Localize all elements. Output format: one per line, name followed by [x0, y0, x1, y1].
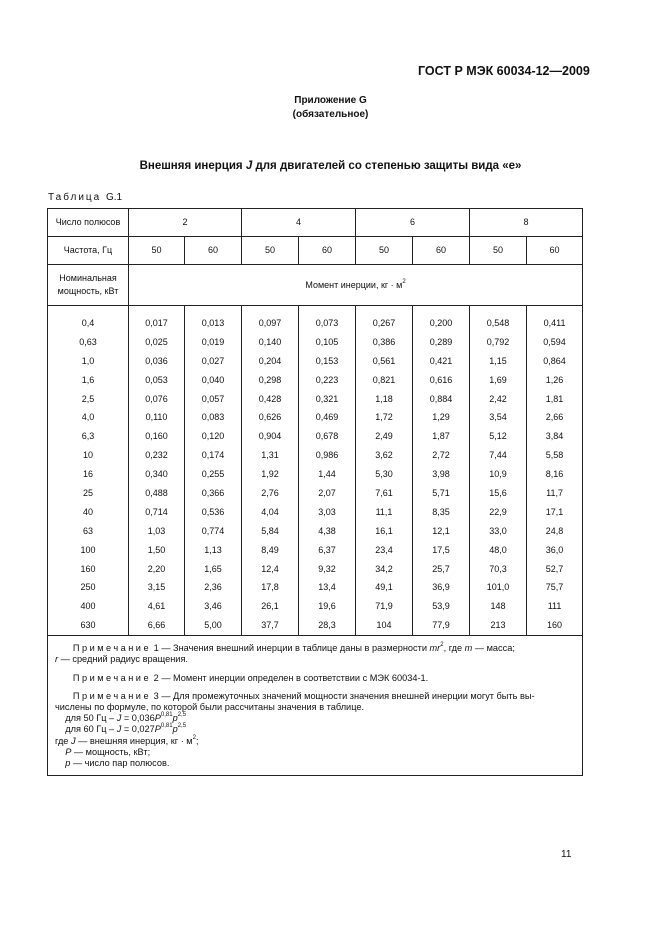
inertia-cell: 0,140: [242, 333, 299, 352]
table-row: [48, 484, 583, 503]
inertia-cell: 0,174: [185, 446, 242, 465]
table-row: [48, 560, 583, 579]
inertia-cell: 0,904: [242, 427, 299, 446]
frequency-value: 50: [356, 237, 413, 265]
formula-60-coef: = 0,027: [121, 724, 155, 735]
inertia-cell: 2,76: [242, 484, 299, 503]
frequency-value: 60: [413, 237, 470, 265]
inertia-cell: 5,00: [185, 616, 242, 635]
inertia-cell: 13,4: [299, 578, 356, 597]
inertia-cell: 213: [470, 616, 527, 635]
inertia-cell: 77,9: [413, 616, 470, 635]
caption-symbol: J: [245, 160, 253, 172]
inertia-cell: 12,1: [413, 522, 470, 541]
inertia-cell: 1,87: [413, 427, 470, 446]
notes-row: [48, 636, 583, 776]
inertia-cell: 3,46: [185, 597, 242, 616]
inertia-cell: 48,0: [470, 541, 527, 560]
power-cell: 1,6: [48, 371, 129, 390]
inertia-cell: 0,548: [470, 306, 527, 333]
inertia-cell: 0,289: [413, 333, 470, 352]
inertia-cell: 0,884: [413, 390, 470, 409]
caption-suffix: для двигателей со степенью защиты вида «е»: [252, 160, 522, 172]
table-row: [48, 522, 583, 541]
where-label: где: [55, 735, 71, 746]
formula-p: p: [172, 713, 178, 724]
table-body: [48, 306, 583, 636]
inertia-cell: 0,821: [356, 371, 413, 390]
power-label-line2: мощность, кВт: [57, 286, 119, 296]
note-1-m: m: [464, 643, 473, 654]
notes-cell: [48, 636, 583, 776]
moment-label-text: Момент инерции, кг · м: [305, 279, 403, 290]
inertia-cell: 0,298: [242, 371, 299, 390]
inertia-cell: 1,13: [185, 541, 242, 560]
power-cell: 250: [48, 578, 129, 597]
note-1-r: r: [55, 654, 59, 665]
frequency-value: 50: [129, 237, 185, 265]
table-row: [48, 465, 583, 484]
power-cell: 10: [48, 446, 129, 465]
table-row: [48, 306, 583, 333]
inertia-cell: 71,9: [356, 597, 413, 616]
note-1-mr-exponent: 2: [440, 642, 444, 649]
inertia-cell: 0,200: [413, 306, 470, 333]
inertia-cell: 7,44: [470, 446, 527, 465]
inertia-cell: 0,421: [413, 352, 470, 371]
note-3-text-a: — Для промежуточных значений мощности значения внешней инерции могут быть вы-: [161, 690, 535, 701]
power-cell: 2,5: [48, 390, 129, 409]
poles-header-row: [48, 209, 583, 237]
table-row: [48, 597, 583, 616]
inertia-cell: 1,72: [356, 408, 413, 427]
poles-value: 6: [356, 209, 470, 237]
note-1-text-d: — средний радиус вращения.: [58, 654, 188, 665]
formula-P-exponent: 0,81: [160, 712, 173, 719]
inertia-cell: 0,678: [299, 427, 356, 446]
inertia-cell: 101,0: [470, 578, 527, 597]
table-row: [48, 408, 583, 427]
inertia-cell: 3,03: [299, 503, 356, 522]
inertia-cell: 25,7: [413, 560, 470, 579]
inertia-cell: 4,38: [299, 522, 356, 541]
def-p-text: — число пар полюсов.: [70, 757, 170, 768]
inertia-cell: 1,03: [129, 522, 185, 541]
appendix-title: Приложение G: [294, 95, 367, 106]
poles-label: Число полюсов: [48, 209, 129, 237]
formula-60-prefix: для 60 Гц –: [65, 724, 117, 735]
inertia-cell: 1,18: [356, 390, 413, 409]
inertia-cell: 5,30: [356, 465, 413, 484]
inertia-cell: 1,50: [129, 541, 185, 560]
inertia-cell: 0,040: [185, 371, 242, 390]
inertia-table: [47, 208, 583, 776]
inertia-cell: 1,44: [299, 465, 356, 484]
inertia-cell: 0,017: [129, 306, 185, 333]
inertia-cell: 0,428: [242, 390, 299, 409]
inertia-cell: 16,1: [356, 522, 413, 541]
formula-J: J: [116, 713, 122, 724]
inertia-cell: 5,84: [242, 522, 299, 541]
frequency-value: 60: [527, 237, 583, 265]
inertia-cell: 0,013: [185, 306, 242, 333]
inertia-cell: 0,057: [185, 390, 242, 409]
inertia-cell: 17,1: [527, 503, 583, 522]
inertia-cell: 2,66: [527, 408, 583, 427]
poles-value: 2: [129, 209, 242, 237]
inertia-cell: 3,15: [129, 578, 185, 597]
moment-label-exponent: 2: [402, 278, 406, 285]
note-3: [55, 691, 576, 769]
inertia-cell: 3,98: [413, 465, 470, 484]
inertia-cell: 160: [527, 616, 583, 635]
power-label-line1: Номинальная: [59, 273, 117, 283]
formula-p-exponent: 2,5: [177, 712, 187, 719]
inertia-cell: 0,232: [129, 446, 185, 465]
inertia-cell: 0,469: [299, 408, 356, 427]
frequency-header-row: [48, 237, 583, 265]
inertia-cell: 0,321: [299, 390, 356, 409]
formula-P-exponent: 0,81: [160, 723, 173, 730]
def-J-text: — внешняя инерция, кг · м: [75, 735, 193, 746]
table-row: [48, 352, 583, 371]
inertia-cell: 3,84: [527, 427, 583, 446]
inertia-cell: 15,6: [470, 484, 527, 503]
frequency-value: 60: [299, 237, 356, 265]
inertia-cell: 0,019: [185, 333, 242, 352]
table-row: [48, 616, 583, 635]
inertia-cell: 36,0: [527, 541, 583, 560]
appendix-status: (обязательное): [292, 109, 369, 120]
table-row: [48, 503, 583, 522]
inertia-cell: 0,986: [299, 446, 356, 465]
inertia-cell: 8,49: [242, 541, 299, 560]
inertia-cell: 0,536: [185, 503, 242, 522]
inertia-cell: 17,5: [413, 541, 470, 560]
note-1: [55, 643, 576, 665]
def-J-symbol: J: [70, 735, 76, 746]
inertia-cell: 0,120: [185, 427, 242, 446]
note-2: [55, 673, 576, 684]
power-cell: 0,63: [48, 333, 129, 352]
inertia-cell: 0,153: [299, 352, 356, 371]
power-cell: 4,0: [48, 408, 129, 427]
inertia-cell: 6,66: [129, 616, 185, 635]
inertia-cell: 33,0: [470, 522, 527, 541]
formula-50-coef: = 0,036: [121, 713, 155, 724]
inertia-cell: 104: [356, 616, 413, 635]
note-number: 2: [153, 672, 159, 683]
inertia-cell: 5,12: [470, 427, 527, 446]
inertia-cell: 3,62: [356, 446, 413, 465]
inertia-cell: 12,4: [242, 560, 299, 579]
power-cell: 25: [48, 484, 129, 503]
table-row: [48, 541, 583, 560]
inertia-cell: 11,1: [356, 503, 413, 522]
inertia-cell: 70,3: [470, 560, 527, 579]
inertia-cell: 0,036: [129, 352, 185, 371]
poles-value: 4: [242, 209, 356, 237]
power-cell: 100: [48, 541, 129, 560]
power-cell: 63: [48, 522, 129, 541]
inertia-cell: 9,32: [299, 560, 356, 579]
inertia-cell: 0,626: [242, 408, 299, 427]
inertia-cell: 0,411: [527, 306, 583, 333]
def-P-text: — мощность, кВт;: [71, 746, 151, 757]
inertia-cell: 0,792: [470, 333, 527, 352]
inertia-cell: 11,7: [527, 484, 583, 503]
inertia-cell: 2,49: [356, 427, 413, 446]
inertia-cell: 2,42: [470, 390, 527, 409]
inertia-cell: 0,083: [185, 408, 242, 427]
inertia-cell: 24,8: [527, 522, 583, 541]
inertia-cell: 111: [527, 597, 583, 616]
inertia-cell: 0,097: [242, 306, 299, 333]
power-cell: 6,3: [48, 427, 129, 446]
inertia-cell: 0,025: [129, 333, 185, 352]
inertia-cell: 1,15: [470, 352, 527, 371]
inertia-cell: 0,561: [356, 352, 413, 371]
inertia-cell: 0,204: [242, 352, 299, 371]
inertia-cell: 3,54: [470, 408, 527, 427]
frequency-label: Частота, Гц: [48, 237, 129, 265]
inertia-cell: 1,92: [242, 465, 299, 484]
inertia-cell: 0,594: [527, 333, 583, 352]
standard-designation: ГОСТ Р МЭК 60034-12—2009: [418, 64, 590, 78]
inertia-cell: 37,7: [242, 616, 299, 635]
table-row: [48, 578, 583, 597]
note-word: Примечание: [72, 672, 152, 683]
table-label-word: Таблица: [48, 192, 102, 203]
note-1-mr: mr: [429, 643, 441, 654]
inertia-cell: 0,160: [129, 427, 185, 446]
inertia-cell: 0,255: [185, 465, 242, 484]
inertia-cell: 0,223: [299, 371, 356, 390]
inertia-cell: 4,61: [129, 597, 185, 616]
page-number: 11: [561, 849, 572, 860]
inertia-cell: 1,81: [527, 390, 583, 409]
formula-J: J: [116, 724, 122, 735]
inertia-cell: 0,714: [129, 503, 185, 522]
moment-label: [129, 265, 583, 306]
inertia-cell: 0,386: [356, 333, 413, 352]
formula-50-prefix: для 50 Гц –: [65, 713, 117, 724]
inertia-cell: 4,04: [242, 503, 299, 522]
power-cell: 1,0: [48, 352, 129, 371]
note-1-text-c: — масса;: [472, 643, 515, 654]
caption-prefix: Внешняя инерция: [139, 160, 246, 172]
note-number: 3: [153, 690, 159, 701]
power-cell: 400: [48, 597, 129, 616]
def-J-exponent: 2: [192, 734, 196, 741]
inertia-cell: 0,073: [299, 306, 356, 333]
power-cell: 40: [48, 503, 129, 522]
inertia-cell: 0,053: [129, 371, 185, 390]
power-label: [48, 265, 129, 306]
inertia-cell: 23,4: [356, 541, 413, 560]
inertia-cell: 22,9: [470, 503, 527, 522]
inertia-cell: 1,69: [470, 371, 527, 390]
table-row: [48, 333, 583, 352]
note-1-text-a: — Значения внешний инерции в таблице даны в размерности: [161, 643, 430, 654]
power-cell: 0,4: [48, 306, 129, 333]
frequency-value: 60: [185, 237, 242, 265]
inertia-cell: 53,9: [413, 597, 470, 616]
table-label-number: G.1: [106, 192, 123, 203]
inertia-cell: 1,65: [185, 560, 242, 579]
inertia-cell: 1,26: [527, 371, 583, 390]
inertia-cell: 2,72: [413, 446, 470, 465]
power-cell: 630: [48, 616, 129, 635]
inertia-cell: 26,1: [242, 597, 299, 616]
inertia-cell: 8,16: [527, 465, 583, 484]
inertia-cell: 0,267: [356, 306, 413, 333]
def-J-end: ;: [195, 735, 199, 746]
power-cell: 160: [48, 560, 129, 579]
inertia-cell: 6,37: [299, 541, 356, 560]
formula-P: P: [154, 713, 161, 724]
inertia-cell: 0,027: [185, 352, 242, 371]
inertia-cell: 7,61: [356, 484, 413, 503]
inertia-cell: 148: [470, 597, 527, 616]
inertia-cell: 2,07: [299, 484, 356, 503]
inertia-cell: 0,366: [185, 484, 242, 503]
inertia-cell: 28,3: [299, 616, 356, 635]
inertia-cell: 10,9: [470, 465, 527, 484]
table-label: [48, 192, 122, 203]
note-1-text-b: , где: [443, 643, 465, 654]
inertia-cell: 0,616: [413, 371, 470, 390]
inertia-cell: 34,2: [356, 560, 413, 579]
inertia-cell: 0,105: [299, 333, 356, 352]
table-row: [48, 371, 583, 390]
inertia-cell: 49,1: [356, 578, 413, 597]
note-2-text: — Момент инерции определен в соответствии с МЭК 60034-1.: [161, 672, 429, 683]
inertia-cell: 1,29: [413, 408, 470, 427]
table-row: [48, 427, 583, 446]
table-row: [48, 390, 583, 409]
inertia-cell: 2,36: [185, 578, 242, 597]
inertia-cell: 0,340: [129, 465, 185, 484]
inertia-cell: 5,58: [527, 446, 583, 465]
inertia-cell: 2,20: [129, 560, 185, 579]
formula-p-exponent: 2,5: [177, 723, 187, 730]
inertia-cell: 75,7: [527, 578, 583, 597]
note-number: 1: [153, 643, 159, 654]
def-P-symbol: P: [65, 746, 72, 757]
inertia-cell: 17,8: [242, 578, 299, 597]
power-cell: 16: [48, 465, 129, 484]
inertia-cell: 8,35: [413, 503, 470, 522]
frequency-value: 50: [242, 237, 299, 265]
inertia-cell: 0,076: [129, 390, 185, 409]
def-p-symbol: p: [65, 757, 71, 768]
note-3-text-b: числены по формуле, по которой были рассчитаны значения в таблице.: [55, 701, 365, 712]
inertia-cell: 1,31: [242, 446, 299, 465]
table-caption: [0, 160, 661, 172]
inertia-cell: 0,110: [129, 408, 185, 427]
inertia-cell: 0,774: [185, 522, 242, 541]
frequency-value: 50: [470, 237, 527, 265]
note-word: Примечание: [72, 690, 152, 701]
formula-P: P: [154, 724, 161, 735]
poles-value: 8: [470, 209, 583, 237]
inertia-cell: 5,71: [413, 484, 470, 503]
units-header-row: [48, 265, 583, 306]
formula-p: p: [172, 724, 178, 735]
inertia-cell: 36,9: [413, 578, 470, 597]
inertia-cell: 0,488: [129, 484, 185, 503]
table-row: [48, 446, 583, 465]
note-word: Примечание: [72, 643, 152, 654]
inertia-cell: 52,7: [527, 560, 583, 579]
inertia-cell: 19,6: [299, 597, 356, 616]
inertia-cell: 0,864: [527, 352, 583, 371]
